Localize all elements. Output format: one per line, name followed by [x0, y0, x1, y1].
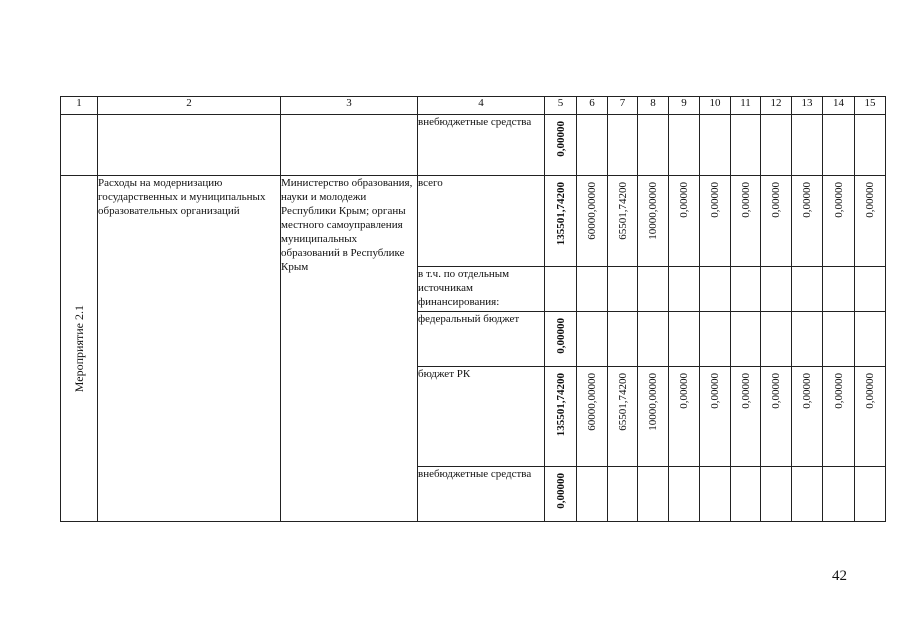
- total-cell: [545, 115, 577, 176]
- continued-row: [61, 115, 886, 176]
- empty-cell: [608, 467, 638, 522]
- budget-table: [60, 96, 886, 522]
- empty-cell: [823, 467, 855, 522]
- empty-cell: [700, 467, 731, 522]
- total-value: 135501,74200: [554, 373, 567, 437]
- col-number: 1: [61, 97, 98, 115]
- empty-cell: [823, 312, 855, 367]
- col-number: 6: [577, 97, 608, 115]
- empty-cell: [761, 312, 792, 367]
- funding-source: бюджет РК: [418, 367, 545, 467]
- empty-cell: [792, 312, 823, 367]
- year-cell: [669, 176, 700, 267]
- year-value: 0,00000: [801, 373, 813, 409]
- year-cell: [731, 176, 761, 267]
- empty-cell: [731, 267, 761, 312]
- empty-cell: [577, 115, 608, 176]
- year-cell: [577, 176, 608, 267]
- empty-cell: [98, 115, 281, 176]
- year-value: 0,00000: [832, 373, 845, 409]
- funding-source: внебюджетные средства: [418, 115, 545, 176]
- empty-cell: [731, 312, 761, 367]
- col-number: 12: [761, 97, 792, 115]
- empty-cell: [281, 115, 418, 176]
- funding-source: внебюджетные средства: [418, 467, 545, 522]
- event-id-cell: [61, 176, 98, 522]
- total-value: 0,00000: [554, 473, 567, 509]
- year-value: 60000,00000: [586, 182, 598, 240]
- empty-cell: [608, 312, 638, 367]
- year-cell: [855, 367, 886, 467]
- empty-cell: [669, 115, 700, 176]
- empty-cell: [669, 312, 700, 367]
- empty-cell: [855, 267, 886, 312]
- total-value: 0,00000: [554, 121, 567, 157]
- row-total: [61, 176, 886, 267]
- empty-cell: [61, 115, 98, 176]
- col-number: 13: [792, 97, 823, 115]
- empty-cell: [731, 115, 761, 176]
- col-number: 7: [608, 97, 638, 115]
- year-cell: [855, 176, 886, 267]
- year-cell: [792, 367, 823, 467]
- empty-cell: [638, 267, 669, 312]
- funding-source: федеральный бюджет: [418, 312, 545, 367]
- empty-cell: [823, 115, 855, 176]
- total-cell: [545, 467, 577, 522]
- empty-cell: [638, 312, 669, 367]
- year-value: 0,00000: [739, 182, 752, 218]
- empty-cell: [700, 267, 731, 312]
- year-cell: [638, 176, 669, 267]
- year-cell: [761, 176, 792, 267]
- empty-cell: [577, 267, 608, 312]
- year-cell: [669, 367, 700, 467]
- empty-cell: [638, 115, 669, 176]
- empty-cell: [700, 312, 731, 367]
- year-value: 0,00000: [864, 182, 876, 218]
- empty-cell: [792, 467, 823, 522]
- year-cell: [792, 176, 823, 267]
- empty-cell: [823, 267, 855, 312]
- empty-cell: [669, 467, 700, 522]
- empty-cell: [792, 267, 823, 312]
- col-number: 9: [669, 97, 700, 115]
- total-cell: [545, 312, 577, 367]
- empty-cell: [761, 115, 792, 176]
- empty-cell: [608, 115, 638, 176]
- year-value: 0,00000: [832, 182, 845, 218]
- year-cell: [731, 367, 761, 467]
- year-value: 0,00000: [678, 373, 690, 409]
- total-cell: [545, 367, 577, 467]
- col-number: 5: [545, 97, 577, 115]
- empty-cell: [700, 115, 731, 176]
- year-cell: [638, 367, 669, 467]
- event-id: Мероприятие 2.1: [71, 304, 86, 393]
- year-value: 65501,74200: [616, 373, 629, 431]
- total-value: 135501,74200: [554, 182, 567, 246]
- empty-cell: [761, 267, 792, 312]
- empty-cell: [761, 467, 792, 522]
- year-value: 65501,74200: [616, 182, 629, 240]
- year-value: 0,00000: [801, 182, 813, 218]
- year-value: 0,00000: [678, 182, 690, 218]
- col-number: 8: [638, 97, 669, 115]
- column-number-row: [61, 97, 886, 115]
- funding-source: всего: [418, 176, 545, 267]
- col-number: 15: [855, 97, 886, 115]
- funding-source: в т.ч. по отдельным источникам финансирования:: [418, 267, 545, 312]
- empty-cell: [545, 267, 577, 312]
- col-number: 2: [98, 97, 281, 115]
- total-value: 0,00000: [554, 318, 567, 354]
- empty-cell: [608, 267, 638, 312]
- col-number: 14: [823, 97, 855, 115]
- empty-cell: [731, 467, 761, 522]
- empty-cell: [577, 467, 608, 522]
- year-cell: [577, 367, 608, 467]
- year-cell: [823, 176, 855, 267]
- year-value: 10000,00000: [647, 182, 659, 240]
- empty-cell: [577, 312, 608, 367]
- year-value: 10000,00000: [647, 373, 659, 431]
- empty-cell: [792, 115, 823, 176]
- page-number: 42: [832, 568, 847, 584]
- empty-cell: [855, 467, 886, 522]
- col-number: 4: [418, 97, 545, 115]
- year-value: 0,00000: [709, 182, 721, 218]
- col-number: 3: [281, 97, 418, 115]
- empty-cell: [855, 312, 886, 367]
- empty-cell: [669, 267, 700, 312]
- year-value: 0,00000: [864, 373, 876, 409]
- year-value: 0,00000: [770, 182, 782, 218]
- year-cell: [608, 367, 638, 467]
- year-cell: [608, 176, 638, 267]
- col-number: 11: [731, 97, 761, 115]
- col-number: 10: [700, 97, 731, 115]
- year-cell: [700, 367, 731, 467]
- year-value: 0,00000: [709, 373, 721, 409]
- empty-cell: [638, 467, 669, 522]
- year-value: 60000,00000: [586, 373, 598, 431]
- event-executor: Министерство образования, науки и молодежи Республики Крым; органы местного самоуправления муниципальных образований в Республике Крым: [281, 176, 418, 522]
- year-value: 0,00000: [770, 373, 782, 409]
- event-description: Расходы на модернизацию государственных и муниципальных образовательных организаций: [98, 176, 281, 522]
- year-value: 0,00000: [739, 373, 752, 409]
- total-cell: [545, 176, 577, 267]
- year-cell: [761, 367, 792, 467]
- empty-cell: [855, 115, 886, 176]
- year-cell: [700, 176, 731, 267]
- year-cell: [823, 367, 855, 467]
